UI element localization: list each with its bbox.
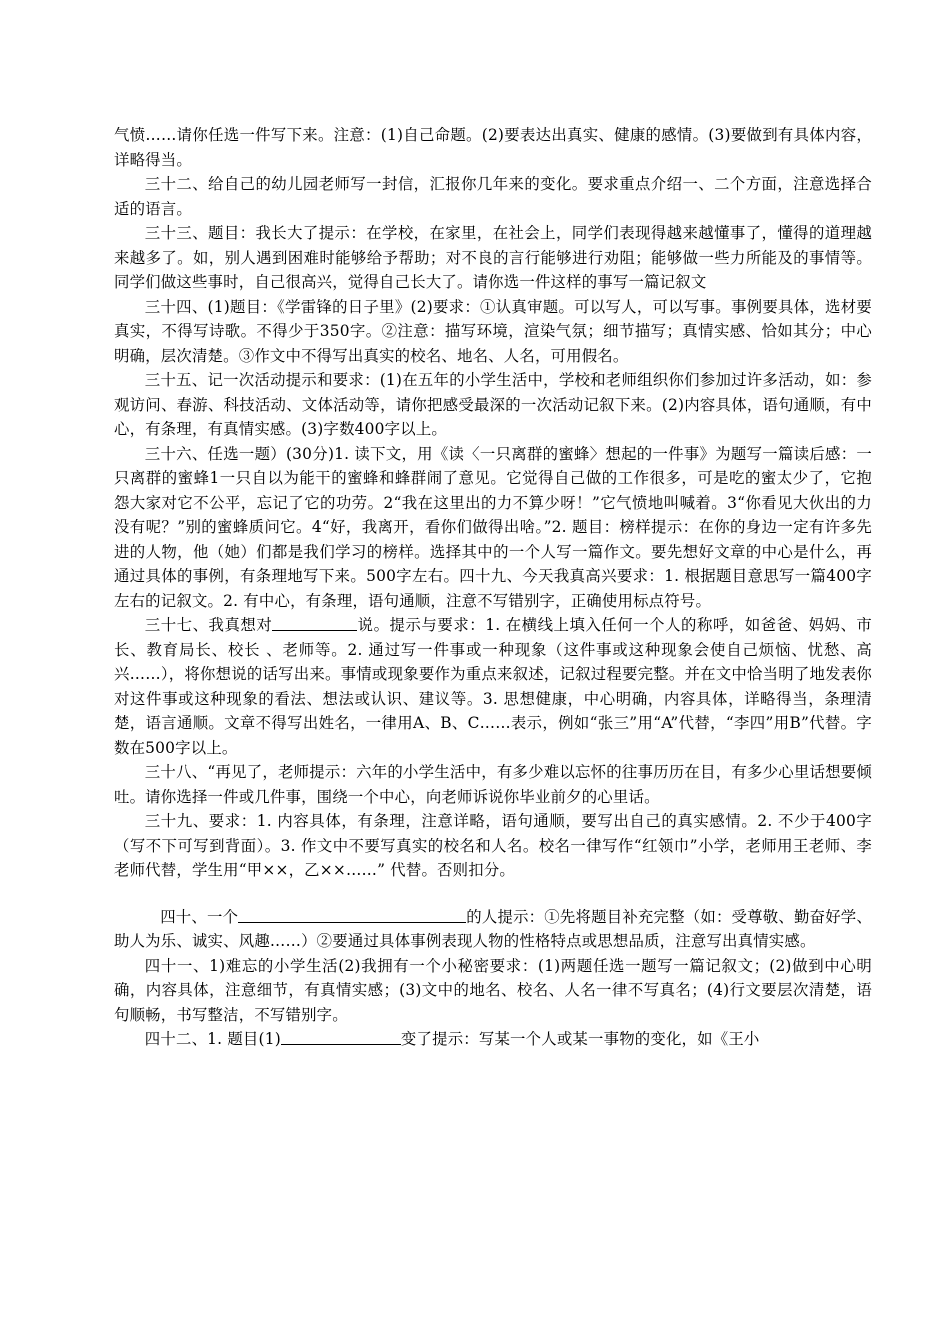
paragraph-38: 三十八、“再见了，老师提示：六年的小学生活中，有多少难以忘怀的往事历历在目，有多少心里话想要倾吐。请你选择一件或几件事，围绕一个中心，向老师诉说你毕业前夕的心里话。 xyxy=(114,763,872,806)
paragraph-41: 四十一、1)难忘的小学生活(2)我拥有一个小秘密要求：(1)两题任选一题写一篇记叙文；(2)做到中心明确，内容具体，注意细节，有真情实感；(3)文中的地名、校名、人名一律不写真名；(4)行文要层次清楚，语句顺畅，书写整洁，不写错别字。 xyxy=(114,956,872,1024)
paragraph-42-body: 变了提示：写某一个人或某一事物的变化，如《王小 xyxy=(400,1030,760,1048)
paragraph-40-body: 的人提示：①先将题目补充完整（如：受尊敬、勤奋好学、助人为乐、诚实、风趣……）②要通过具体事例表现人物的性格特点或思想品质，注意写出真情实感。 xyxy=(114,907,872,950)
document-page xyxy=(114,123,872,1052)
paragraph-32: 三十二、给自己的幼儿园老师写一封信，汇报你几年来的变化。要求重点介绍一、二个方面，注意选择合适的语言。 xyxy=(114,175,872,218)
paragraph-36: 三十六、任选一题）(30分)1. 读下文，用《读〈一只离群的蜜蜂〉想起的一件事》为题写一篇读后感：一只离群的蜜蜂1一只自以为能干的蜜蜂和蜂群闹了意见。它觉得自己做的工作很多，可是吃的蜜太少了，它抱怨大家对它不公平，忘记了它的功劳。2“我在这里出的力不算少呀！”它气愤地叫喊着。3“你看见大伙出的力没有呢？”别的蜜蜂质问它。4“好，我离开，看你们做得出啥。”2. 题目：榜样提示：在你的身边一定有许多先进的人物，他（她）们都是我们学习的榜样。选择其中的一个人写一篇作文。要先想好文章的中心是什么，再通过具体的事例，有条理地写下来。500字左右。四十九、今天我真高兴要求：1. 根据题目意思写一篇400字左右的记叙文。2. 有中心，有条理，语句通顺，注意不写错别字，正确使用标点符号。 xyxy=(114,444,872,610)
paragraph-37 xyxy=(114,613,872,760)
paragraph-35: 三十五、记一次活动提示和要求：(1)在五年的小学生活中，学校和老师组织你们参加过许多活动，如：参观访问、春游、科技活动、文体活动等，请你把感受最深的一次活动记叙下来。(2)内容具体，语句通顺，有中心，有条理，有真情实感。(3)字数400字以上。 xyxy=(114,371,872,438)
paragraph-42-lead: 四十二、1. 题目(1) xyxy=(144,1030,281,1048)
paragraph-39: 三十九、要求：1. 内容具体，有条理，注意详略，语句通顺，要写出自己的真实感情。2. 不少于400字（写不下可写到背面）。3. 作文中不要写真实的校名和人名。校名一律写作“红领巾”小学，老师用王老师、李老师代替，学生用“甲××，乙××……” 代替。否则扣分。 xyxy=(114,812,872,879)
paragraph-42 xyxy=(114,1027,872,1052)
fill-in-blank xyxy=(281,1028,401,1045)
paragraph-34: 三十四、(1)题目：《学雷锋的日子里》(2)要求：①认真审题。可以写人，可以写事。事例要具体，选材要真实，不得写诗歌。不得少于350字。②注意：描写环境，渲染气氛；细节描写；真情实感、恰如其分；中心明确，层次清楚。③作文中不得写出真实的校名、地名、人名，可用假名。 xyxy=(114,297,872,365)
paragraph-31-tail: 气愤……请你任选一件写下来。注意：(1)自己命题。(2)要表达出真实、健康的感情。(3)要做到有具体内容，详略得当。 xyxy=(114,126,872,169)
paragraph-40 xyxy=(114,905,872,954)
paragraph-37-lead: 三十七、我真想对 xyxy=(144,616,273,634)
paragraph-40-lead: 四十、一个 xyxy=(160,907,239,926)
fill-in-blank xyxy=(272,614,357,631)
paragraph-37-body: 说。提示与要求：1. 在横线上填入任何一个人的称呼，如爸爸、妈妈、市长、教育局长、校长 、老师等。2. 通过写一件事或一种现象（这件事或这种现象会使自己烦恼、忧愁、高兴……），将你想说的话写出来。事情或现象要作为重点来叙述，记叙过程要完整。并在文中恰当明了地发表你对这件事或这种现象的看法、想法或认识、建议等。3. 思想健康，中心明确，内容具体，详略得当，条理清楚，语言通顺。文章不得写出姓名，一律用A、B、C……表示，例如“张三”用“A”代替，“李四”用B”代替。字数在500字以上。 xyxy=(114,616,872,757)
paragraph-33: 三十三、题目：我长大了提示：在学校，在家里，在社会上，同学们表现得越来越懂事了，懂得的道理越来越多了。如，别人遇到困难时能够给予帮助；对不良的言行能够进行劝阻；能够做一些力所能及的事情等。同学们做这些事时，自己很高兴，觉得自己长大了。请你选一件这样的事写一篇记叙文 xyxy=(114,224,872,291)
fill-in-blank xyxy=(238,906,466,923)
